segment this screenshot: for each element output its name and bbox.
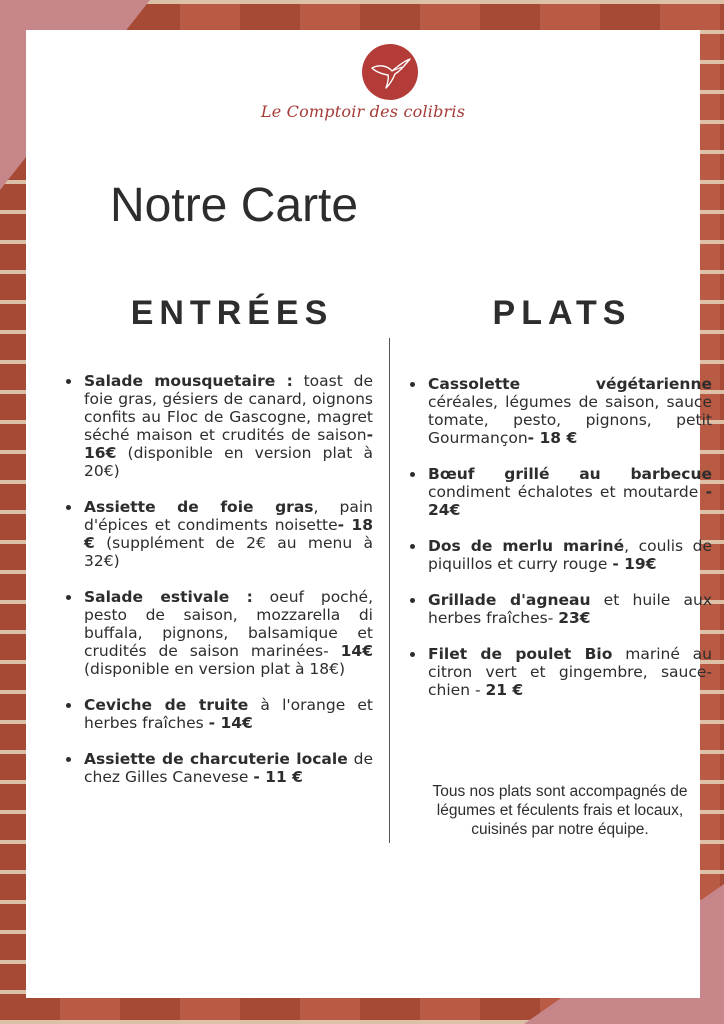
list-item [408,375,712,447]
list-item [64,372,373,480]
list-item [408,465,712,519]
list-item [408,591,712,627]
item-price: - 16€ [84,426,373,462]
item-description: oeuf poché, pesto de saison, mozzarella di buffala, pignons, balsamique et crudités de saison marinées- [84,588,373,660]
page-title: Notre Carte [110,179,359,232]
item-description: à l'orange et herbes fraîches [84,696,374,732]
item-price: - 18 € [84,516,374,552]
item-note: (disponible en version plat à 18€) [84,660,346,678]
item-description: de chez Gilles Canevese [84,750,373,786]
item-name: Cassolette végétarienne [428,375,712,393]
item-description: céréales, légumes de saison, sauce tomate, pesto, pignons, petit Gourmançon [428,393,712,447]
item-name: Filet de poulet Bio [428,645,613,663]
item-name: Salade estivale : [84,588,253,606]
item-name: Dos de merlu mariné [428,537,625,555]
item-description: , pain d'épices et condiments noisette [84,498,373,534]
item-price: - 11 € [253,768,303,786]
list-item [64,588,373,678]
footer-note: Tous nos plats sont accompagnés de légumes et féculents frais et locaux, cuisinés par notre équipe. [432,783,688,838]
item-name: Assiette de foie gras [84,498,314,516]
plats-list [408,375,712,717]
list-item [64,750,373,786]
item-note: (supplément de 2€ au menu à 32€) [84,534,373,570]
item-description: condiment échalotes et moutarde [428,483,706,501]
list-item [408,645,712,699]
section-title-entrees: ENTRÉES [130,294,334,332]
item-description: , coulis de piquillos et curry rouge [428,537,712,573]
section-title-plats: PLATS [492,294,632,332]
item-description: mariné au citron vert et gingembre, sauce-chien - [428,645,712,699]
entrees-list [64,372,373,804]
brand-name: Le Comptoir des colibris [260,102,466,121]
item-price: 23€ [558,609,591,627]
list-item [408,537,712,573]
item-price: - 14€ [208,714,253,732]
item-price: 21 € [485,681,524,699]
item-description: et huile aux herbes fraîches- [428,591,712,627]
list-item [64,498,373,570]
item-name: Grillade d'agneau [428,591,591,609]
item-price: - 18 € [527,429,578,447]
item-description: toast de foie gras, gésiers de canard, oignons confits au Floc de Gascogne, magret séché maison et crudités de saison [84,372,373,444]
item-price: - 24€ [428,483,712,519]
item-price: - 19€ [612,555,657,573]
item-price: 14€ [340,642,373,660]
item-note: (disponible en version plat à 20€) [84,444,373,480]
item-name: Assiette de charcuterie locale [84,750,348,768]
item-name: Ceviche de truite [84,696,249,714]
item-name: Bœuf grillé au barbecue [428,465,712,483]
hummingbird-icon [362,44,418,100]
menu-card [26,30,712,998]
list-item [64,696,373,732]
item-name: Salade mousquetaire : [84,372,293,390]
column-divider [389,338,390,843]
